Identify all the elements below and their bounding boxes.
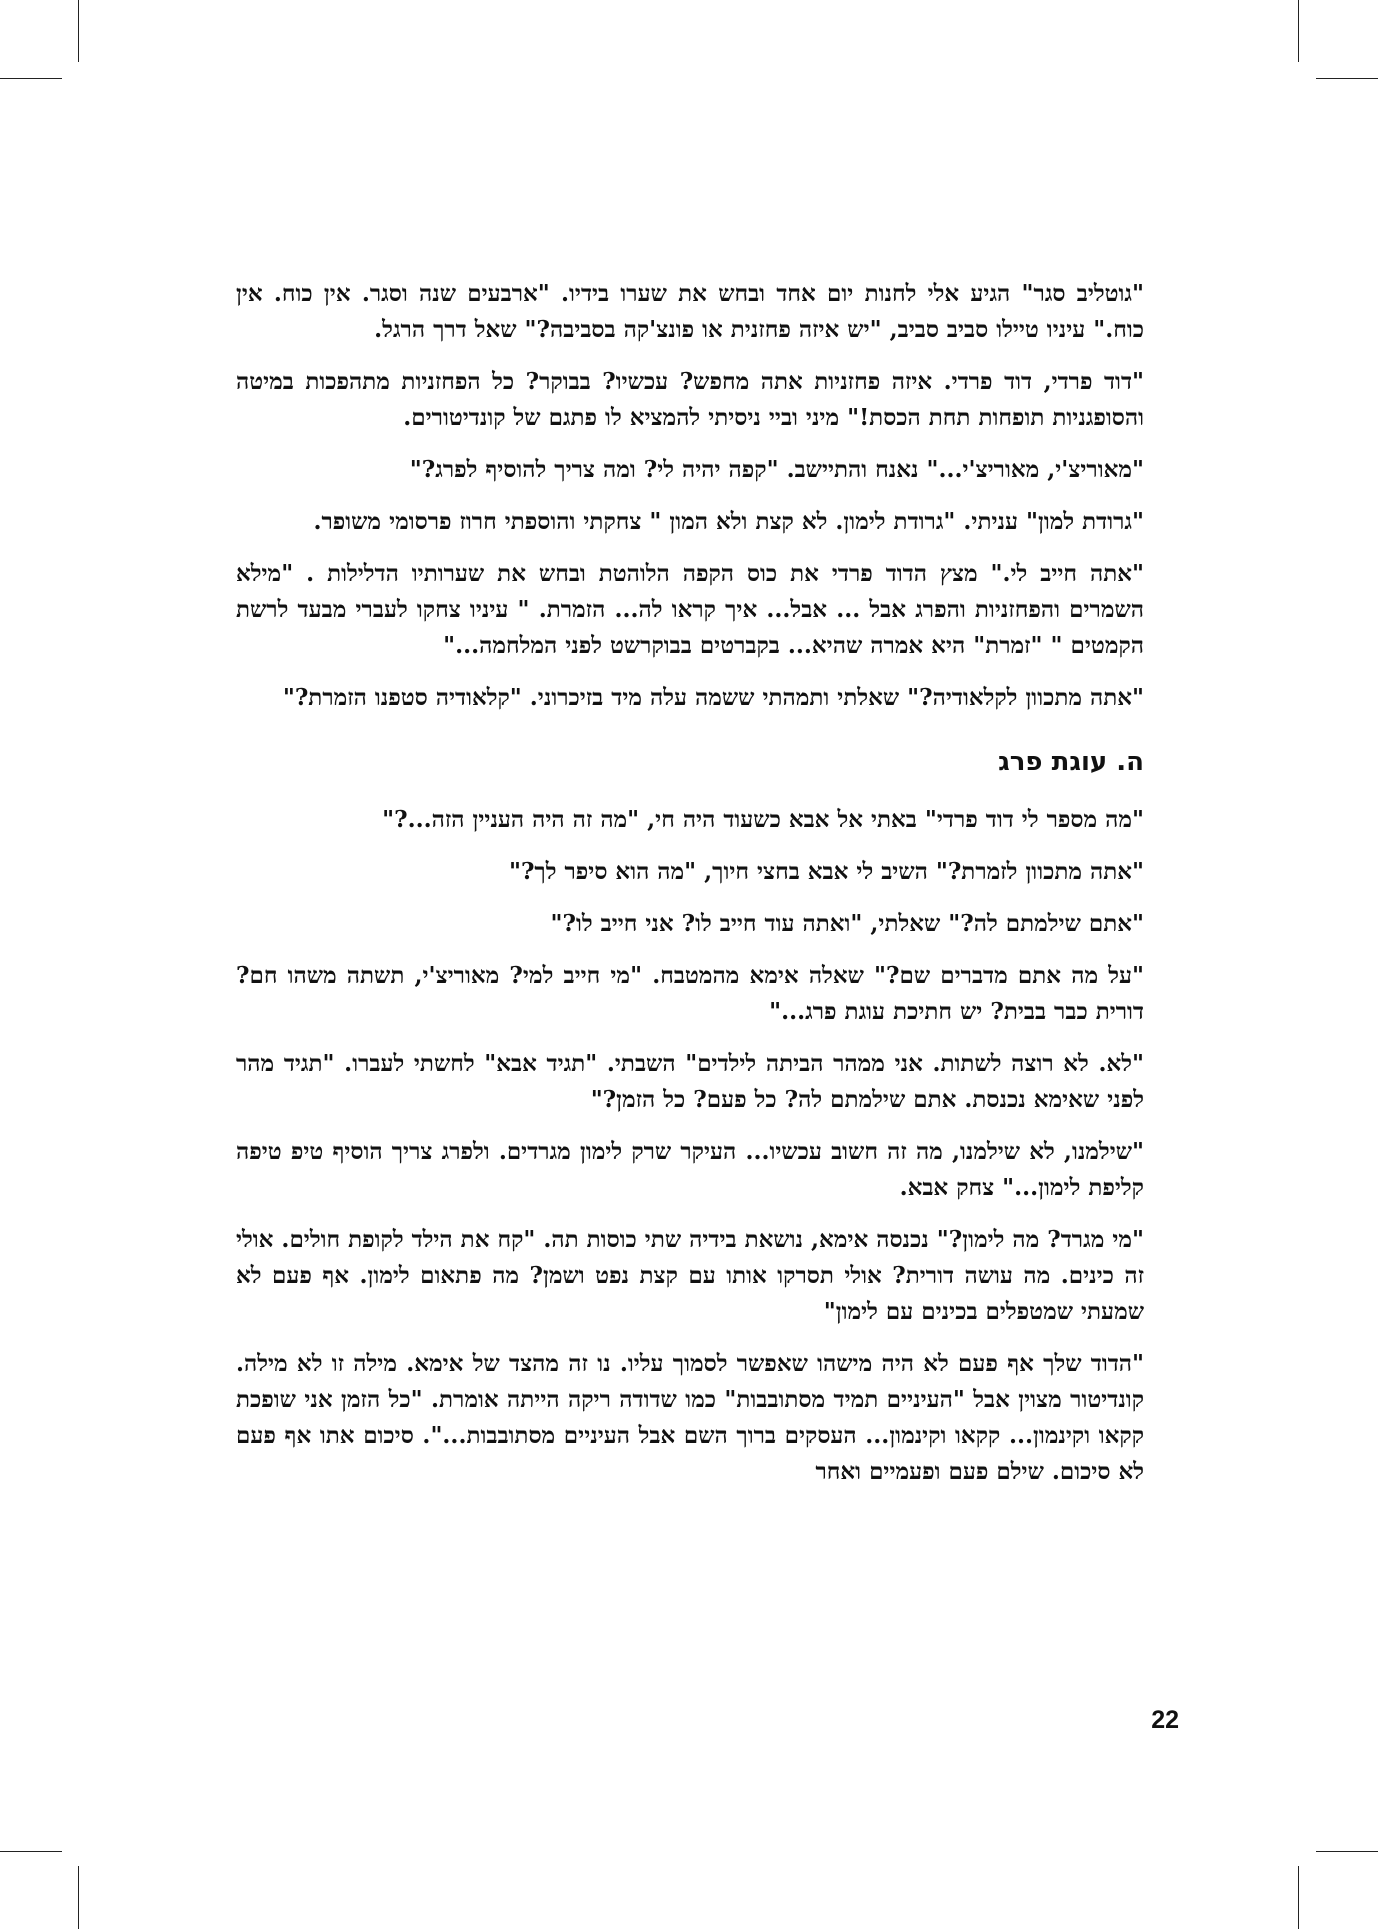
paragraph: "אתה מתכוון לקלאודיה?" שאלתי ותמהתי ששמה עלה מיד בזיכרוני. "קלאודיה סטפנו הזמרת?" (282, 684, 1144, 711)
paragraph: "על מה אתם מדברים שם?" שאלה אימא מהמטבח. "מי חייב למי? מאוריצ'י, תשתה משהו חם? דורית כבר בבית? יש חתיכת עוגת פרג..." (236, 962, 1144, 1025)
crop-mark-top-left (78, 0, 79, 62)
page-number: 22 (1151, 1706, 1179, 1734)
crop-mark-bottom-left (78, 1866, 79, 1929)
paragraph: "דוד פרדי, דוד פרדי. איזה פחזניות אתה מחפש? עכשיו? בבוקר? כל הפחזניות מתהפכות במיטה והסופגניות תופחות תחת הכסת!" מיני וביי ניסיתי להמציא לו פתגם של קונדיטורים. (236, 368, 1144, 431)
crop-mark-top-right (1298, 0, 1299, 62)
crop-mark-bottom-left-h (0, 1851, 62, 1852)
paragraph: "שילמנו, לא שילמנו, מה זה חשוב עכשיו... העיקר שרק לימון מגרדים. ולפרג צריך הוסיף טיפ טיפה קליפת לימון..." צחק אבא. (236, 1138, 1144, 1201)
paragraph: "מאוריצ'י, מאוריצ'י..." נאנח והתיישב. "קפה יהיה לי? ומה צריך להוסיף לפרג?" (409, 456, 1144, 483)
paragraph: "אתה חייב לי." מצץ הדוד פרדי את כוס הקפה הלוהטת ובחש את שערותיו הדלילות . "מילא השמרים והפחזניות והפרג אבל ... אבל... איך קראו לה... הזמרת. " עיניו צחקו לעברי מבעד לרשת הקמטים " "זמרת" היא אמרה שהיא... בקברטים בבוקרשט לפני המלחמה..." (236, 560, 1144, 659)
paragraph: "מה מספר לי דוד פרדי" באתי אל אבא כשעוד היה חי, "מה זה היה העניין הזה...?" (382, 806, 1144, 833)
section-heading: ה. עוגת פרג (998, 747, 1144, 777)
paragraph: "גוטליב סגר" הגיע אלי לחנות יום אחד ובחש את שערו בידיו. "ארבעים שנה וסגר. אין כוח. אין כוח." עיניו טיילו סביב סביב, "יש איזה פחזנית או פונצ'קה בסביבה?" שאל דרך הרגל. (236, 280, 1144, 343)
paragraph: "גרודת למון" עניתי. "גרודת לימון. לא קצת ולא המון " צחקתי והוספתי חרוז פרסומי משופר. (313, 508, 1144, 535)
paragraph: "אתה מתכוון לזמרת?" השיב לי אבא בחצי חיוך, "מה הוא סיפר לך?" (508, 858, 1144, 885)
crop-mark-top-left-h (0, 78, 62, 79)
crop-mark-bottom-right-h (1316, 1851, 1378, 1852)
story-text (236, 276, 1144, 1506)
paragraph: "אתם שילמתם לה?" שאלתי, "ואתה עוד חייב לו? אני חייב לו?" (550, 910, 1144, 937)
paragraph: "הדוד שלך אף פעם לא היה מישהו שאפשר לסמוך עליו. נו זה מהצד של אימא. מילה זו לא מילה. קונדיטור מצוין אבל "העיניים תמיד מסתובבות" כמו שדודה ריקה הייתה אומרת. "כל הזמן אני שופכת קקאו וקינמון... קקאו וקינמון... העסקים ברוך השם אבל העיניים מסתובבות...". סיכום אתו אף פעם לא סיכום. שילם פעם ופעמיים ואחר (236, 1350, 1144, 1485)
paragraph: "מי מגרד? מה לימון?" נכנסה אימא, נושאת בידיה שתי כוסות תה. "קח את הילד לקופת חולים. אולי זה כינים. מה עושה דורית? אולי תסרקו אותו עם קצת נפט ושמן? מה פתאום לימון. אף פעם לא שמעתי שמטפלים בכינים עם לימון" (235, 1226, 1144, 1325)
paragraph: "לא. לא רוצה לשתות. אני ממהר הביתה לילדים" השבתי. "תגיד אבא" לחשתי לעברו. "תגיד מהר לפני שאימא נכנסת. אתם שילמתם לה? כל פעם? כל הזמן?" (236, 1050, 1144, 1113)
crop-mark-top-right-h (1316, 78, 1378, 79)
crop-mark-bottom-right (1298, 1866, 1299, 1929)
